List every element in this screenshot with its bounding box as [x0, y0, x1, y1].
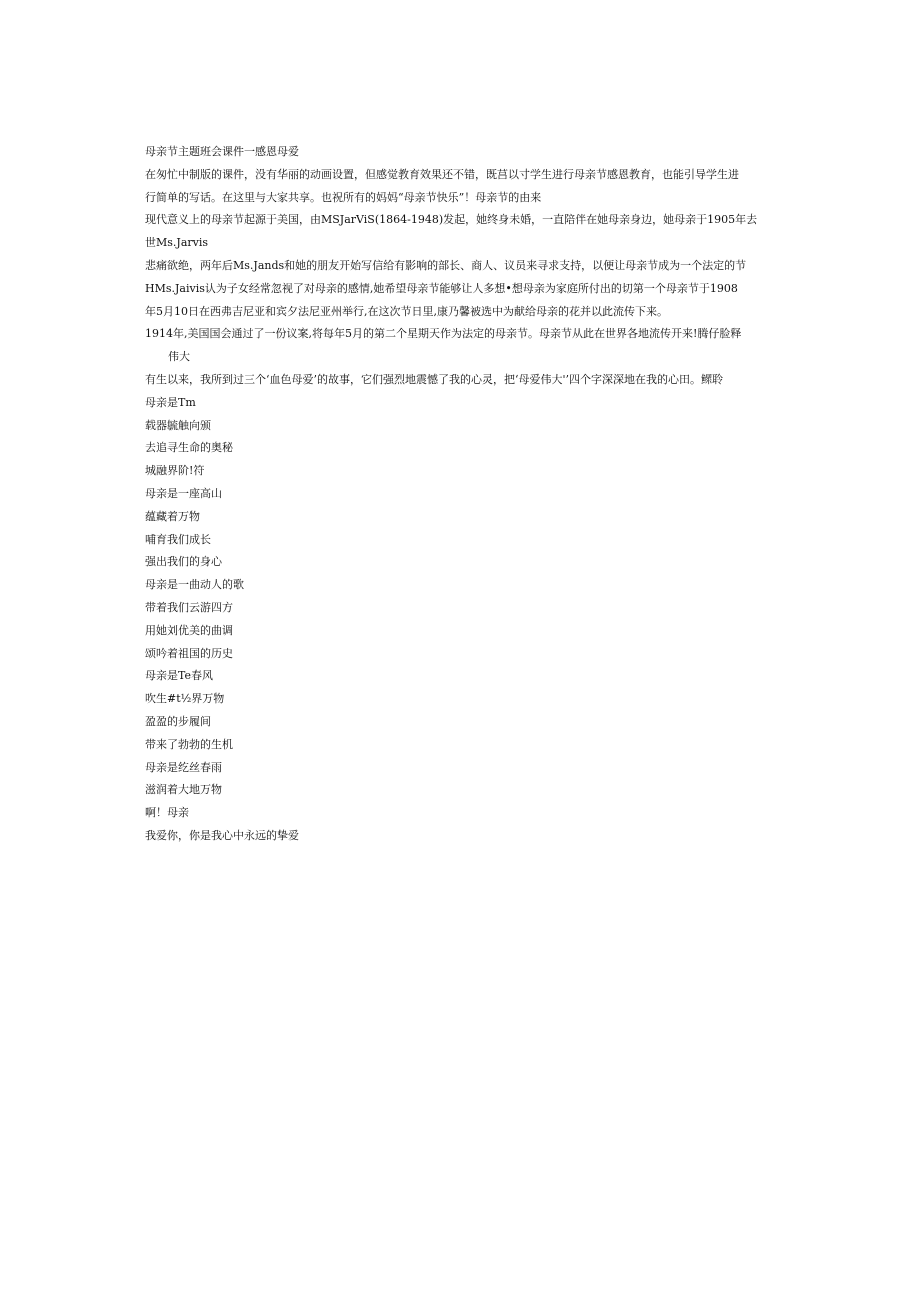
- poem-line: 强出我们的身心: [145, 555, 222, 569]
- poem-line: 母亲是Te春风: [145, 669, 213, 683]
- paragraph-line: HMs.Jaivis认为子女经常忽视了对母亲的感情,她希望母亲节能够让人多想•想母亲为家庭所付出的切第一个母亲节于1908: [145, 281, 738, 295]
- poem-line: 母亲是纥丝春雨: [145, 760, 222, 774]
- poem-line: 颂吟着祖国的历史: [145, 646, 233, 660]
- poem-line: 滋润着大地万物: [145, 783, 222, 797]
- paragraph-line: 有生以来，我所到过三个‘血色母爱’的故事，它们强烈地震憾了我的心灵，把‘母爱伟大'’四个字深深地在我的心田。鳏聆: [145, 372, 724, 386]
- poem-line: 城融界阶!符: [145, 464, 205, 478]
- paragraph-line: 年5月10日在西弗吉尼亚和宾夕法尼亚州举行,在这次节日里,康乃馨被选中为献给母亲的花并以此流传下来。: [145, 304, 668, 318]
- paragraph-line: 1914年,美国国会通过了一份议案,将每年5月的第二个星期天作为法定的母亲节。母亲节从此在世界各地流传开来!腾仔脸释: [145, 327, 742, 341]
- document-body: [145, 141, 780, 848]
- paragraph-line: 世Ms.Jarvis: [145, 236, 209, 250]
- poem-line: 用她刘优美的曲调: [145, 623, 233, 637]
- document-title: 母亲节主题班会课件一感恩母爱: [145, 145, 299, 158]
- poem-line: 去追寻生命的奥秘: [145, 441, 233, 455]
- poem-line: 啊！母亲: [145, 806, 189, 820]
- poem-line: 盈盈的步履间: [145, 714, 211, 728]
- paragraph-line: 现代意义上的母亲节起源于美国，由MSJarViS(1864-1948)发起，她终身未婚，一直陪伴在她母亲身边，她母亲于1905年去: [145, 213, 758, 227]
- poem-line: 带着我们云游四方: [145, 600, 233, 614]
- paragraph-line: 悲痛欲绝，两年后Ms.Jands和她的朋友开始写信给有影响的部长、商人、议员来寻求支持，以便让母亲节成为一个法定的节: [145, 258, 747, 272]
- poem-line: 载器毓触向颁: [145, 418, 211, 432]
- poem-line: 带来了勃勃的生机: [145, 737, 233, 751]
- poem-line: 我爱你，你是我心中永远的挚爱: [145, 828, 299, 842]
- paragraph-line: 伟大: [168, 350, 190, 364]
- poem-line: 母亲是Tm: [145, 395, 196, 409]
- poem-line: 蕴藏着万物: [145, 509, 200, 523]
- paragraph-line: 在匆忙中制版的课件，没有华丽的动画设置，但感觉教育效果还不错，既莒以寸学生进行母亲节感恩教育，也能引导学生进: [145, 167, 739, 181]
- poem-line: 哺育我们成长: [145, 532, 211, 546]
- poem-line: 吹生#t½界万物: [145, 692, 225, 706]
- poem-line: 母亲是一座高山: [145, 486, 222, 500]
- poem-line: 母亲是一曲动人的歌: [145, 578, 244, 592]
- paragraph-line: 行简单的写话。在这里与大家共享。也祝所有的妈妈“母亲节快乐”！母亲节的由来: [145, 190, 542, 204]
